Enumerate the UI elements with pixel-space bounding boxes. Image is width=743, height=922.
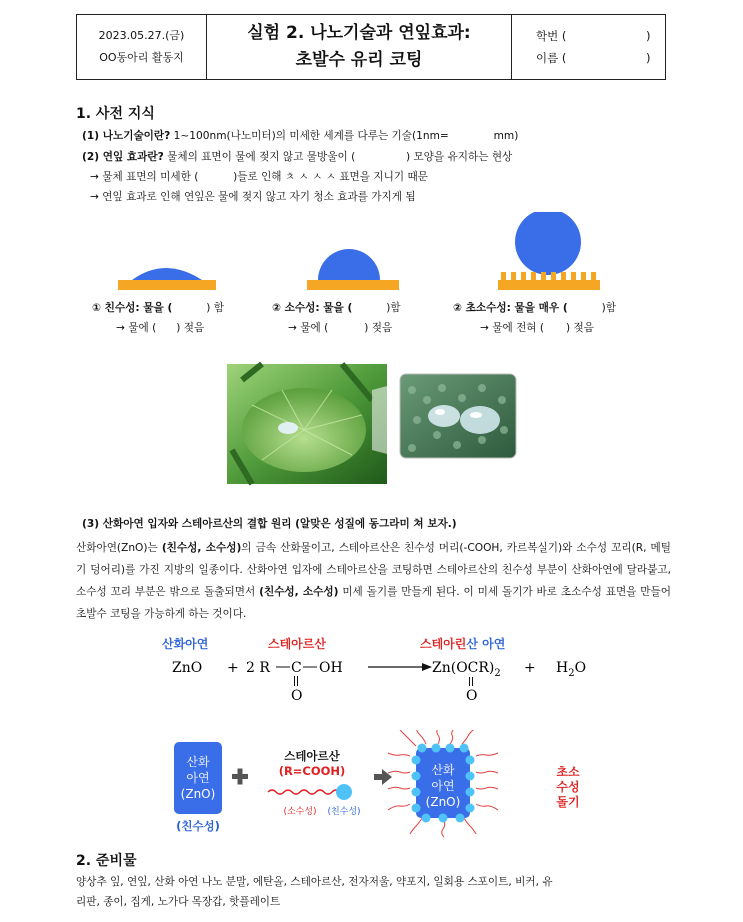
coated-particle: [388, 730, 498, 837]
hydrophilic-head: [336, 784, 352, 800]
zno-hydrophilic-label: (친수성): [176, 819, 220, 833]
date: 2023.05.27.(금): [98, 29, 185, 42]
svg-text:OH: OH: [319, 660, 343, 676]
svg-text:초소: 초소: [556, 765, 580, 779]
stearic-formula: (R=COOH): [278, 764, 346, 778]
plus-icon: [232, 769, 248, 785]
section1-title: 1. 사전 지식: [76, 106, 155, 122]
section2-title: 2. 준비물: [76, 853, 137, 869]
q2-line: (2) 연잎 효과란? 물체의 표면이 물에 젖지 않고 물방울이 ( ) 모양을 유지하는 현상: [82, 151, 513, 163]
svg-text:O: O: [466, 688, 478, 704]
header-table: [76, 14, 666, 80]
reaction-equation: [150, 628, 630, 704]
hydrophobic-label: ② 소수성: 물을 ( )함: [272, 302, 401, 314]
svg-text:수성: 수성: [556, 780, 580, 794]
page-title: 실험 2. 나노기술과 연잎효과: 초발수 유리 코팅: [207, 15, 512, 79]
hydrophobic-tail: [268, 790, 340, 794]
coating-diagram: [160, 730, 600, 838]
header-left-cell: [77, 15, 207, 79]
q1-line: (1) 나노기술이란? 1~100nm(나노미터)의 미세한 세계를 다루는 기술(1nm= mm): [82, 130, 519, 142]
circle-choice-1[interactable]: (친수성, 소수성): [161, 542, 242, 554]
product-formula: $Zn(OCR)_2$: [432, 660, 501, 679]
section3-title: (3) 산화아연 입자와 스테아르산의 결합 원리 (알맞은 성질에 동그라미 쳐 보자.): [82, 518, 457, 530]
arrow-line-1: → 물체 표면의 미세한 ( )들로 인해 ㅊ ㅅ ㅅ ㅅ 표면을 지니기 때문: [90, 171, 428, 183]
lotus-leaf-photo: [222, 360, 522, 486]
superhydrophobic-label: [556, 765, 580, 809]
svg-text:돌기: 돌기: [556, 795, 580, 809]
svg-text:산화: 산화: [186, 755, 210, 769]
leaf-zoom-inset: [400, 374, 516, 458]
zno-label: 산화아연: [162, 637, 209, 651]
student-id-field[interactable]: 학번 (: [536, 29, 567, 43]
acid-label: 스테아르산: [268, 637, 326, 651]
hydrophilic-sub: → 물에 ( ) 젖음: [116, 322, 205, 334]
circle-choice-2[interactable]: (친수성, 소수성): [259, 586, 339, 598]
product-label: 스테아린산 아연: [420, 637, 506, 651]
svg-text:아연: 아연: [431, 779, 455, 793]
superhydrophobic-label: ② 초소수성: 물을 매우 ( )함: [453, 302, 617, 314]
materials-line-2: 리판, 종이, 집게, 노가다 목장갑, 핫플레이트: [76, 896, 281, 908]
svg-text:C: C: [291, 660, 302, 676]
tail-label: (소수성): [283, 807, 317, 817]
materials-line-1: 양상추 잎, 연잎, 산화 아연 나노 분말, 에탄올, 스테아르산, 전자저울, 약포지, 일회용 스포이트, 비커, 유: [76, 876, 553, 888]
arrow-icon: [374, 769, 392, 785]
svg-text:+: +: [227, 660, 239, 676]
hydrophobic-drop: [307, 249, 399, 290]
student-info: 학번 ( ) 이름 ( ): [512, 15, 665, 79]
club-name: OO동아리 활동지: [99, 51, 184, 64]
svg-text:O: O: [291, 688, 303, 704]
svg-text:(ZnO): (ZnO): [180, 787, 216, 801]
zno-formula: ZnO: [172, 660, 203, 676]
hydrophobic-sub: → 물에 ( ) 젖음: [288, 322, 393, 334]
acid-coef: 2 R: [246, 660, 270, 676]
wetting-illustrations: [110, 212, 650, 298]
head-label: (친수성): [327, 807, 361, 817]
hydrophilic-label: ① 친수성: 물을 ( ) 함: [92, 302, 225, 314]
section3-paragraph: 산화아연(ZnO)는 (친수성, 소수성)의 금속 산화물이고, 스테아르산은 친수성 머리(-COOH, 카르복실기)와 소수성 꼬리(R, 메틸기 덩어리)를 가진 지방의 일종이다. 산화아연 입자에 스테아르산을 코팅하면 스테아르산의 친수성 부분이 산화아연에 달라붙고, 소수성 꼬리 부분은 밖으로 돌출되면서 (친수성, 소수성) 미세 돌기를 만들게 된다. 이 미세 돌기가 바로 초소수성 표면을 만들어 초발수 코팅을 가능하게 하는 것이다.: [76, 542, 671, 620]
svg-text:(ZnO): (ZnO): [425, 795, 461, 809]
superhydrophobic-drop: [498, 212, 600, 290]
svg-text:산화: 산화: [431, 763, 455, 777]
hydrophilic-drop: [118, 268, 216, 290]
arrow-line-2: → 연잎 효과로 인해 연잎은 물에 젖지 않고 자기 청소 효과를 가지게 됨: [90, 191, 416, 203]
svg-text:+: +: [524, 660, 536, 676]
zno-particle: [174, 742, 222, 814]
superhydrophobic-sub: → 물에 전혀 ( ) 젖음: [480, 322, 595, 334]
name-field[interactable]: 이름 (: [536, 51, 567, 65]
stearic-label: 스테아르산: [284, 749, 340, 763]
water-formula: $H_2O$: [556, 660, 587, 679]
svg-text:아연: 아연: [186, 771, 210, 785]
